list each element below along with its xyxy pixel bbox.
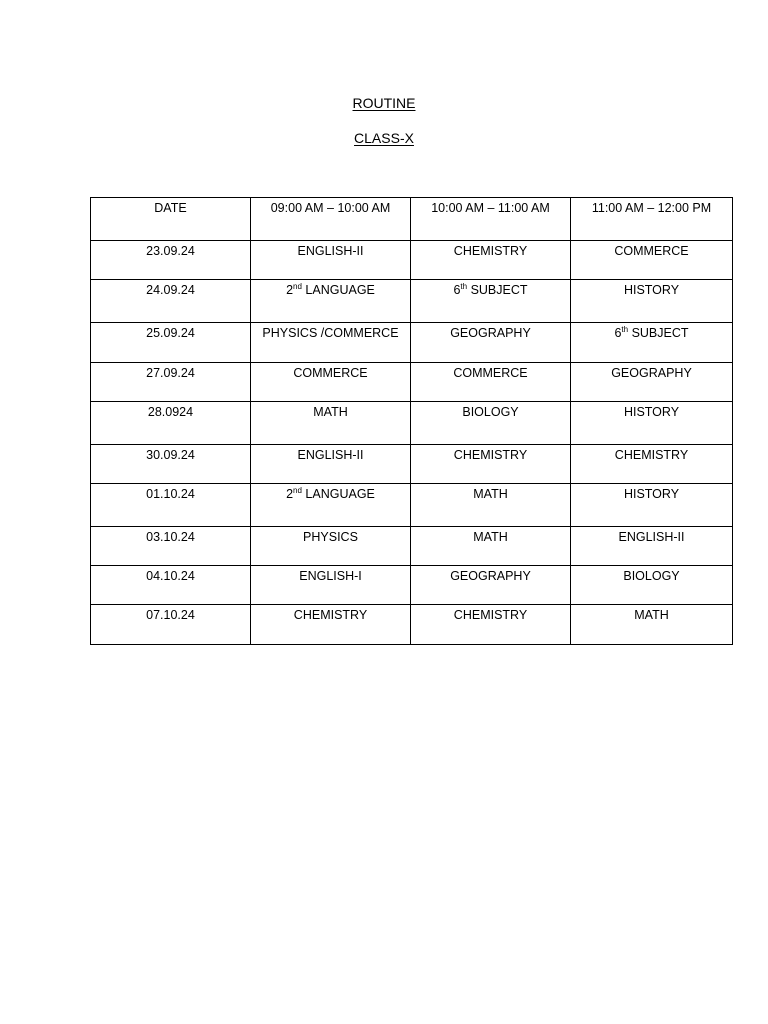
table-row	[91, 280, 733, 323]
cell-date: 27.09.24	[91, 363, 251, 402]
cell-date: 30.09.24	[91, 445, 251, 484]
routine-table-body	[91, 198, 733, 645]
column-header-date: DATE	[91, 198, 251, 241]
table-row	[91, 445, 733, 484]
table-row	[91, 527, 733, 566]
cell-slot-3: HISTORY	[571, 280, 733, 323]
cell-slot-1: ENGLISH-I	[251, 566, 411, 605]
cell-date: 04.10.24	[91, 566, 251, 605]
cell-slot-1: ENGLISH-II	[251, 241, 411, 280]
cell-slot-3: CHEMISTRY	[571, 445, 733, 484]
cell-slot-1: PHYSICS	[251, 527, 411, 566]
cell-slot-1: PHYSICS /COMMERCE	[251, 323, 411, 363]
cell-slot-2: BIOLOGY	[411, 402, 571, 445]
cell-slot-1: CHEMISTRY	[251, 605, 411, 645]
page-subtitle: CLASS-X	[354, 130, 414, 146]
cell-slot-3: BIOLOGY	[571, 566, 733, 605]
table-row	[91, 402, 733, 445]
cell-slot-3: HISTORY	[571, 402, 733, 445]
table-row	[91, 323, 733, 363]
table-header-row	[91, 198, 733, 241]
cell-slot-2: CHEMISTRY	[411, 241, 571, 280]
cell-date: 25.09.24	[91, 323, 251, 363]
cell-date: 24.09.24	[91, 280, 251, 323]
cell-slot-2: GEOGRAPHY	[411, 566, 571, 605]
table-row	[91, 241, 733, 280]
cell-slot-3: GEOGRAPHY	[571, 363, 733, 402]
cell-slot-1: MATH	[251, 402, 411, 445]
table-row	[91, 605, 733, 645]
cell-slot-1: 2nd LANGUAGE	[251, 484, 411, 527]
table-row	[91, 363, 733, 402]
cell-slot-3: COMMERCE	[571, 241, 733, 280]
cell-slot-3: MATH	[571, 605, 733, 645]
column-header-slot-1: 09:00 AM – 10:00 AM	[251, 198, 411, 241]
cell-slot-2: MATH	[411, 527, 571, 566]
cell-date: 23.09.24	[91, 241, 251, 280]
cell-slot-2: COMMERCE	[411, 363, 571, 402]
cell-date: 01.10.24	[91, 484, 251, 527]
cell-slot-3: 6th SUBJECT	[571, 323, 733, 363]
cell-slot-2: MATH	[411, 484, 571, 527]
cell-date: 03.10.24	[91, 527, 251, 566]
column-header-slot-2: 10:00 AM – 11:00 AM	[411, 198, 571, 241]
cell-slot-1: 2nd LANGUAGE	[251, 280, 411, 323]
cell-slot-1: ENGLISH-II	[251, 445, 411, 484]
cell-slot-3: ENGLISH-II	[571, 527, 733, 566]
page-title: ROUTINE	[352, 95, 416, 111]
cell-slot-2: GEOGRAPHY	[411, 323, 571, 363]
cell-date: 28.0924	[91, 402, 251, 445]
cell-date: 07.10.24	[91, 605, 251, 645]
routine-table	[90, 197, 733, 645]
cell-slot-2: CHEMISTRY	[411, 605, 571, 645]
cell-slot-2: CHEMISTRY	[411, 445, 571, 484]
cell-slot-1: COMMERCE	[251, 363, 411, 402]
table-row	[91, 484, 733, 527]
cell-slot-3: HISTORY	[571, 484, 733, 527]
column-header-slot-3: 11:00 AM – 12:00 PM	[571, 198, 733, 241]
table-row	[91, 566, 733, 605]
cell-slot-2: 6th SUBJECT	[411, 280, 571, 323]
